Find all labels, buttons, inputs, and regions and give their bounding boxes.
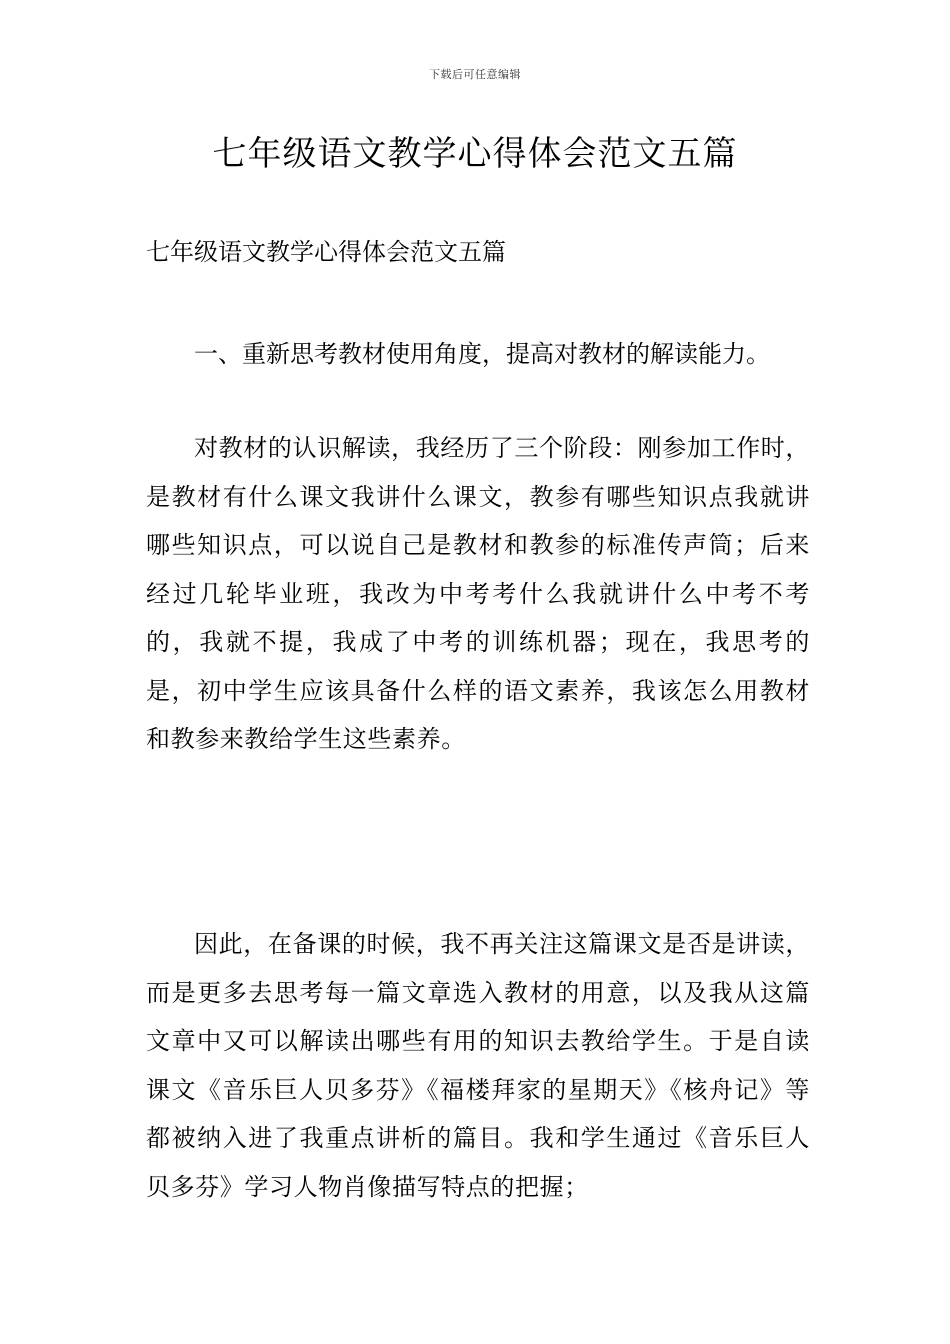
body-paragraph: 因此，在备课的时候，我不再关注这篇课文是否是讲读，而是更多去思考每一篇文章选入教材的用意，以及我从这篇文章中又可以解读出哪些有用的知识去教给学生。于是自读课文《音乐巨人贝多芬》《福楼拜家的星期天》《核舟记》等都被纳入进了我重点讲析的篇目。我和学生通过《音乐巨人贝多芬》学习人物肖像描写特点的把握； bbox=[146, 930, 810, 1201]
document-title: 七年级语文教学心得体会范文五篇 bbox=[212, 134, 738, 174]
document-subtitle: 七年级语文教学心得体会范文五篇 bbox=[146, 238, 506, 266]
body-paragraph: 对教材的认识解读，我经历了三个阶段：刚参加工作时，是教材有什么课文我讲什么课文，教参有哪些知识点我就讲哪些知识点，可以说自己是教材和教参的标准传声筒；后来经过几轮毕业班，我改为中考考什么我就讲什么中考不考的，我就不提，我成了中考的训练机器；现在，我思考的是，初中学生应该具备什么样的语文素养，我该怎么用教材和教参来教给学生这些素养。 bbox=[146, 434, 810, 753]
section-heading: 一、重新思考教材使用角度，提高对教材的解读能力。 bbox=[194, 340, 770, 368]
header-note: 下载后可任意编辑 bbox=[429, 68, 521, 81]
